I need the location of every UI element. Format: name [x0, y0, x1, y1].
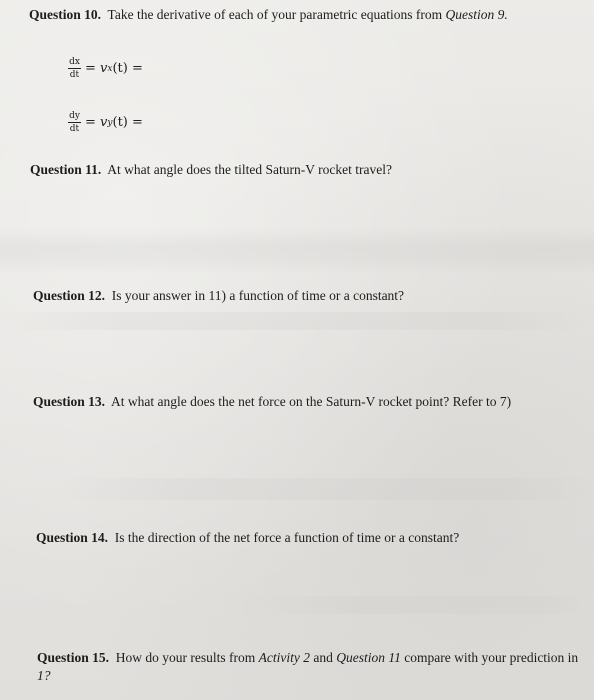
fraction-dx-dt	[68, 57, 81, 80]
equation-vy	[68, 111, 143, 134]
velocity-subscript: y	[107, 117, 113, 128]
question-12-label: Question 12.	[33, 288, 106, 303]
equals-sign: =	[132, 115, 143, 130]
question-13	[33, 393, 511, 410]
fraction-denominator: dt	[69, 70, 80, 80]
fraction-bar	[68, 122, 81, 123]
question-13-text: At what angle does the net force on the Saturn-V rocket point? Refer to 7)	[111, 394, 512, 409]
question-10-text: Take the derivative of each of your parametric equations from	[107, 7, 443, 22]
question-11-label: Question 11.	[30, 162, 102, 177]
show-through-texture	[0, 228, 594, 274]
equation-vx	[68, 57, 143, 80]
question-15-text-b: and	[313, 650, 333, 665]
question-15-line2-text: 1?	[37, 668, 51, 683]
velocity-symbol: v	[100, 115, 108, 130]
question-13-label: Question 13.	[33, 394, 106, 409]
question-10-ref: Question 9.	[445, 7, 508, 22]
question-12	[33, 287, 404, 304]
fraction-numerator: dx	[69, 57, 80, 67]
show-through-texture	[0, 478, 594, 500]
fraction-denominator: dt	[69, 124, 80, 134]
fraction-dy-dt	[68, 111, 81, 134]
velocity-symbol: v	[100, 61, 108, 76]
question-11-text: At what angle does the tilted Saturn-V rocket travel?	[107, 162, 392, 177]
question-15-ref: Question 11	[336, 650, 401, 665]
time-argument: (t)	[112, 61, 128, 76]
question-10	[29, 6, 508, 23]
question-15-text-a: How do your results from	[115, 650, 256, 665]
question-10-label: Question 10.	[29, 7, 102, 22]
fraction-bar	[68, 68, 81, 69]
time-argument: (t)	[112, 115, 128, 130]
question-15-line2	[37, 667, 51, 684]
question-12-text: Is your answer in 11) a function of time or a constant?	[111, 288, 405, 303]
question-14	[36, 529, 459, 546]
question-11	[30, 161, 392, 178]
equals-sign: =	[85, 115, 96, 130]
question-15-text-c: compare with your prediction in	[404, 650, 579, 665]
equals-sign: =	[85, 61, 96, 76]
question-15	[37, 649, 578, 666]
fraction-numerator: dy	[69, 111, 80, 121]
question-14-label: Question 14.	[36, 530, 109, 545]
velocity-subscript: x	[107, 63, 113, 74]
equals-sign: =	[132, 61, 143, 76]
question-15-label: Question 15.	[37, 650, 110, 665]
show-through-texture	[0, 596, 594, 614]
question-15-activity: Activity 2	[258, 650, 310, 665]
question-14-text: Is the direction of the net force a function of time or a constant?	[114, 530, 460, 545]
show-through-texture	[0, 312, 594, 330]
